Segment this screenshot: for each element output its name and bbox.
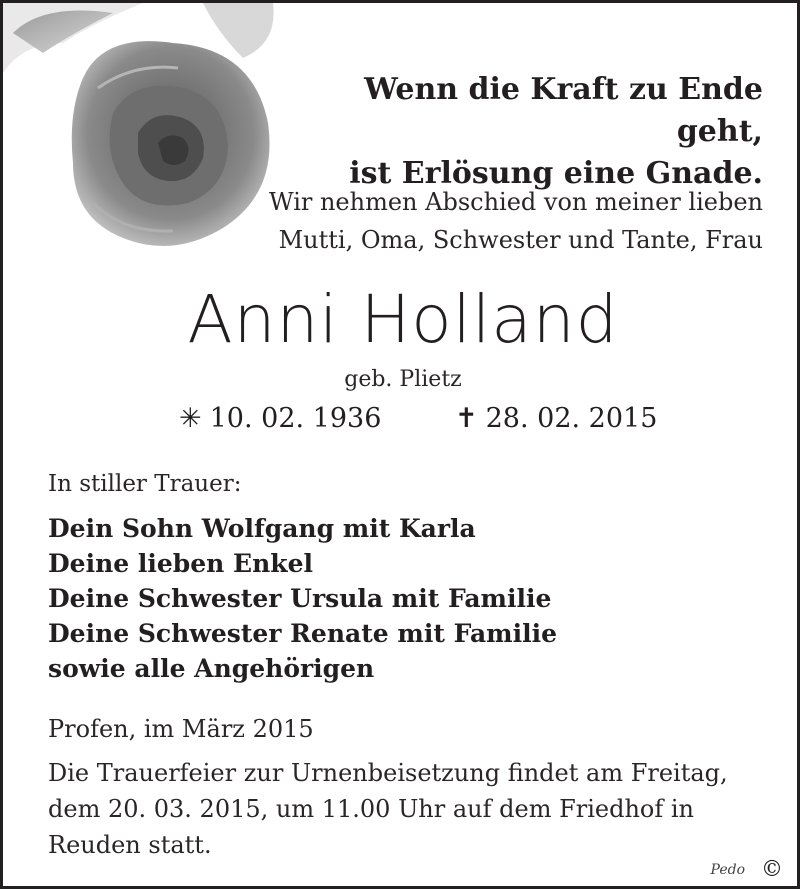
family-member: Deine lieben Enkel [48, 549, 313, 578]
mourning-heading: In stiller Trauer: [48, 471, 242, 497]
birth-date [179, 403, 381, 434]
copyright-icon: © [761, 857, 783, 882]
family-member: Dein Sohn Wolfgang mit Karla [48, 514, 476, 543]
birth-date-value: 10. 02. 1936 [209, 403, 382, 434]
intro-text [243, 183, 763, 259]
maiden-name: geb. Plietz [344, 367, 462, 392]
place-date: Profen, im März 2015 [48, 715, 314, 743]
death-cross-icon: ✝ [455, 403, 478, 434]
intro-line-1: Wir nehmen Abschied von meiner lieben [268, 188, 763, 216]
family-list [48, 511, 557, 686]
family-member: Deine Schwester Renate mit Familie [48, 619, 557, 648]
family-member: Deine Schwester Ursula mit Familie [48, 584, 552, 613]
death-date-value: 28. 02. 2015 [485, 403, 658, 434]
motto-line-2: ist Erlösung eine Gnade. [349, 156, 763, 191]
intro-line-2: Mutti, Oma, Schwester und Tante, Frau [278, 226, 763, 254]
ceremony-notice: Die Trauerfeier zur Urnenbeisetzung findet am Freitag, dem 20. 03. 2015, um 11.00 Uhr auf dem Friedhof in Reuden statt. [48, 759, 728, 859]
agency-logo: Pedo [710, 862, 745, 878]
motto [273, 69, 763, 195]
birth-star-icon: ✳ [179, 403, 202, 434]
deceased-name: Anni Holland [187, 281, 619, 358]
motto-line-1: Wenn die Kraft zu Ende geht, [364, 72, 763, 149]
death-date [455, 403, 657, 434]
family-member: sowie alle Angehörigen [48, 654, 375, 683]
